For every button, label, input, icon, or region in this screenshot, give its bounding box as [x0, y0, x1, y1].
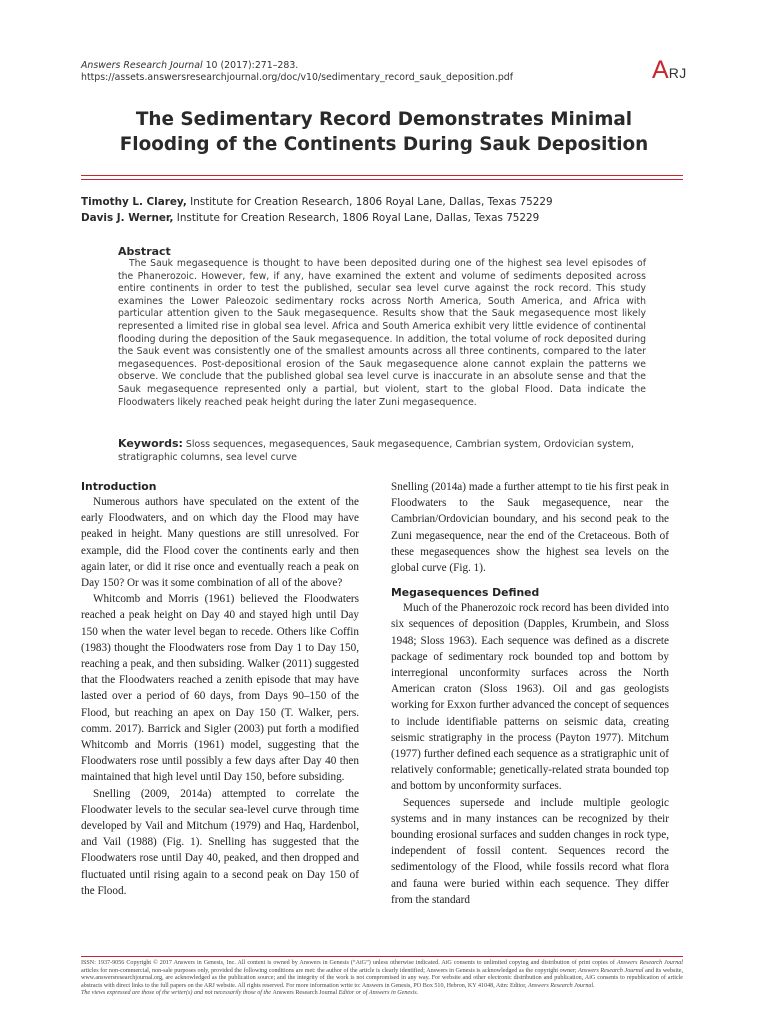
disclaimer-part: Editor or of Answers in Genesis. [337, 990, 419, 997]
article-url[interactable]: https://assets.answersresearchjournal.org/doc/v10/sedimentary_record_sauk_deposition.pdf [81, 72, 514, 83]
abstract-text: The Sauk megasequence is thought to have been deposited during one of the highest sea level episodes of the Phanerozoic. However, few, if any, have examined the extent and volume of sediments deposited across entire continents in order to test the published, secular sea level curve against the rock record. This study examines the Lower Paleozoic sedimentary rocks across North America, South America, and Africa with particular attention given to the Sauk megasequence. Results show that the Sauk megasequence most likely represented a limited rise in global sea level. Africa and South America exhibit very little evidence of continental flooding during the deposition of the Sauk megasequence. In addition, the total volume of rock deposited during the Sauk event was consistently one of the smallest amounts across all three continents, compared to the later megasequences. Post-depositional erosion of the Sauk megasequence alone cannot explain the patterns we observe. We conclude that the published global sea level curve is inaccurate in an absolute sense and that the Sauk megasequence represented only a partial, but violent, start to the global Flood. Data indicate the Floodwaters likely reached peak height during the later Zuni megasequence. [118, 258, 646, 408]
keywords-section [118, 437, 646, 464]
title-rule-top [81, 175, 683, 176]
journal-name-italic: Answers Research Journal [616, 960, 683, 966]
body-paragraph: Sequences supersede and include multiple geologic systems and in many instances can be recognized by their bounding erosional surfaces and sudden changes in rock type, independent of fossil content. Sequences record the sedimentology of the Flood, while fossils record what flora and fauna were buried within each sequence. They differ from the standard [391, 796, 669, 906]
author-line [81, 194, 553, 210]
author-affiliation: Institute for Creation Research, 1806 Royal Lane, Dallas, Texas 75229 [173, 212, 540, 224]
title-line-2: Flooding of the Continents During Sauk Deposition [119, 134, 649, 155]
journal-name-italic: Answers Research Journal. [528, 982, 595, 989]
copyright-part: ISSN: 1937-9056 Copyright © 2017 Answers in Genesis, Inc. All content is owned by Answers in Genesis (“AiG”) unless otherwise indicated. AiG consents to unlimited copying and distribution of print copies of [81, 960, 617, 966]
journal-citation [81, 60, 513, 84]
journal-issue: 10 (2017):271–283. [202, 60, 299, 71]
section-heading-megasequences: Megasequences Defined [391, 586, 540, 600]
arj-logo [652, 56, 687, 85]
right-column [391, 479, 669, 908]
title-rule-bottom [81, 179, 683, 180]
body-paragraph: Whitcomb and Morris (1961) believed the Floodwaters reached a peak height on Day 40 and stayed high until Day 150 when the water level began to recede. Others like Coffin (1983) thought the Floodwaters rose from Day 1 to Day 150, reaching a peak, and then subsiding. Walker (2011) suggested that the Floodwaters reached a zenith episode that may have lasted over a period of 60 days, from Days 90–150 of the Flood, but reaching an apex on Day 150 (T. Walker, pers. comm. 2017). Barrick and Sigler (2003) put forth a modified Whitcomb and Morris (1961) model, suggesting that the Floodwaters rose until possibly a few days after Day 40 then maintained that high level until Day 150, before subsiding. [81, 593, 359, 784]
body-paragraph: Snelling (2009, 2014a) attempted to correlate the Floodwater levels to the secular sea-level curve through time developed by Vail and Mitchum (1979) and Haq, Hardenbol, and Vail (1988) (Fig. 1). Snelling has suggested that the Floodwaters rose until Day 40, peaked, and then dropped and fluctuated until rising again to a second peak on Day 150 of the Flood. [81, 787, 359, 897]
section-heading-introduction: Introduction [81, 480, 157, 493]
author-list [81, 194, 553, 226]
copyright-footer [81, 960, 683, 998]
keywords-text: Sloss sequences, megasequences, Sauk megasequence, Cambrian system, Ordovician system, stratigraphic columns, sea level curve [118, 439, 634, 463]
body-paragraph-continued: Snelling (2014a) made a further attempt to tie his first peak in Floodwaters to the Sauk megasequence, near the Cambrian/Ordovician boundary, and his second peak to the Zuni megasequence, near the end of the Cretaceous. Both of these megasequences show the highest sea levels on the global curve (Fig. 1). [391, 481, 669, 575]
copyright-part: and its website, www.answersresearchjournal.org, are acknowledged as the publication source; and the integrity of the work is not compromised in any way. For website and other electronic distribution and publication, AiG consents to republication of article abstracts with direct links to the full papers on the ARJ website. All rights reserved. For more information write to: Answers in Genesis, PO Box 510, Hebron, KY 41048, Attn: Editor, [81, 967, 683, 989]
title-line-1: The Sedimentary Record Demonstrates Minimal [135, 109, 633, 130]
author-name: Timothy L. Clarey, [81, 196, 187, 208]
footer-rule [81, 956, 683, 957]
copyright-text [81, 960, 683, 990]
author-name: Davis J. Werner, [81, 212, 174, 224]
logo-letters-rj: RJ [668, 65, 687, 81]
body-paragraph: Much of the Phanerozoic rock record has been divided into six sequences of deposition (Dapples, Krumbein, and Sloss 1948; Sloss 1963). Each sequence was defined as a discrete package of sedimentary rock bounded top and bottom by interregional unconformity surfaces across the North American craton (Sloss 1963). Oil and gas geologists working for Exxon further advanced the concept of sequences to include identifiable patterns on seismic data, creating seismic stratigraphy in the process (Payton 1977). Mitchum (1977) further defined each sequence as a stratigraphic unit of relatively conformable; genetically-related strata bounded top and bottom by unconformity surfaces. [391, 602, 669, 793]
keywords-label: Keywords: [118, 437, 183, 450]
disclaimer-journal: Answers Research Journal [272, 990, 338, 997]
journal-name-italic: Answers Research Journal [578, 967, 644, 974]
journal-issue-line [81, 60, 513, 72]
left-column [81, 479, 359, 899]
copyright-part: articles for non-commercial, non-sale purposes only, provided the following conditions are met: the author of the article is clearly identified; Answers in Genesis is acknowledged as the copyright owner; [81, 967, 579, 974]
abstract-section [118, 245, 646, 409]
author-affiliation: Institute for Creation Research, 1806 Royal Lane, Dallas, Texas 75229 [186, 196, 553, 208]
article-title [60, 107, 708, 157]
journal-name: Answers Research Journal [81, 60, 203, 71]
disclaimer-part: The views expressed are those of the writer(s) and not necessarily those of the [81, 990, 273, 997]
author-line [81, 210, 553, 226]
disclaimer-text [81, 990, 683, 998]
logo-letter-a: A [652, 56, 669, 84]
abstract-heading: Abstract [118, 245, 171, 258]
body-paragraph: Numerous authors have speculated on the extent of the early Floodwaters, and on which day the Flood may have peaked in height. Many questions are still unresolved. For example, did the Flood cover the continents early and then again later, or did it rise once and eventually reach a peak on Day 150? Or was it some combination of all of the above? [81, 496, 359, 590]
